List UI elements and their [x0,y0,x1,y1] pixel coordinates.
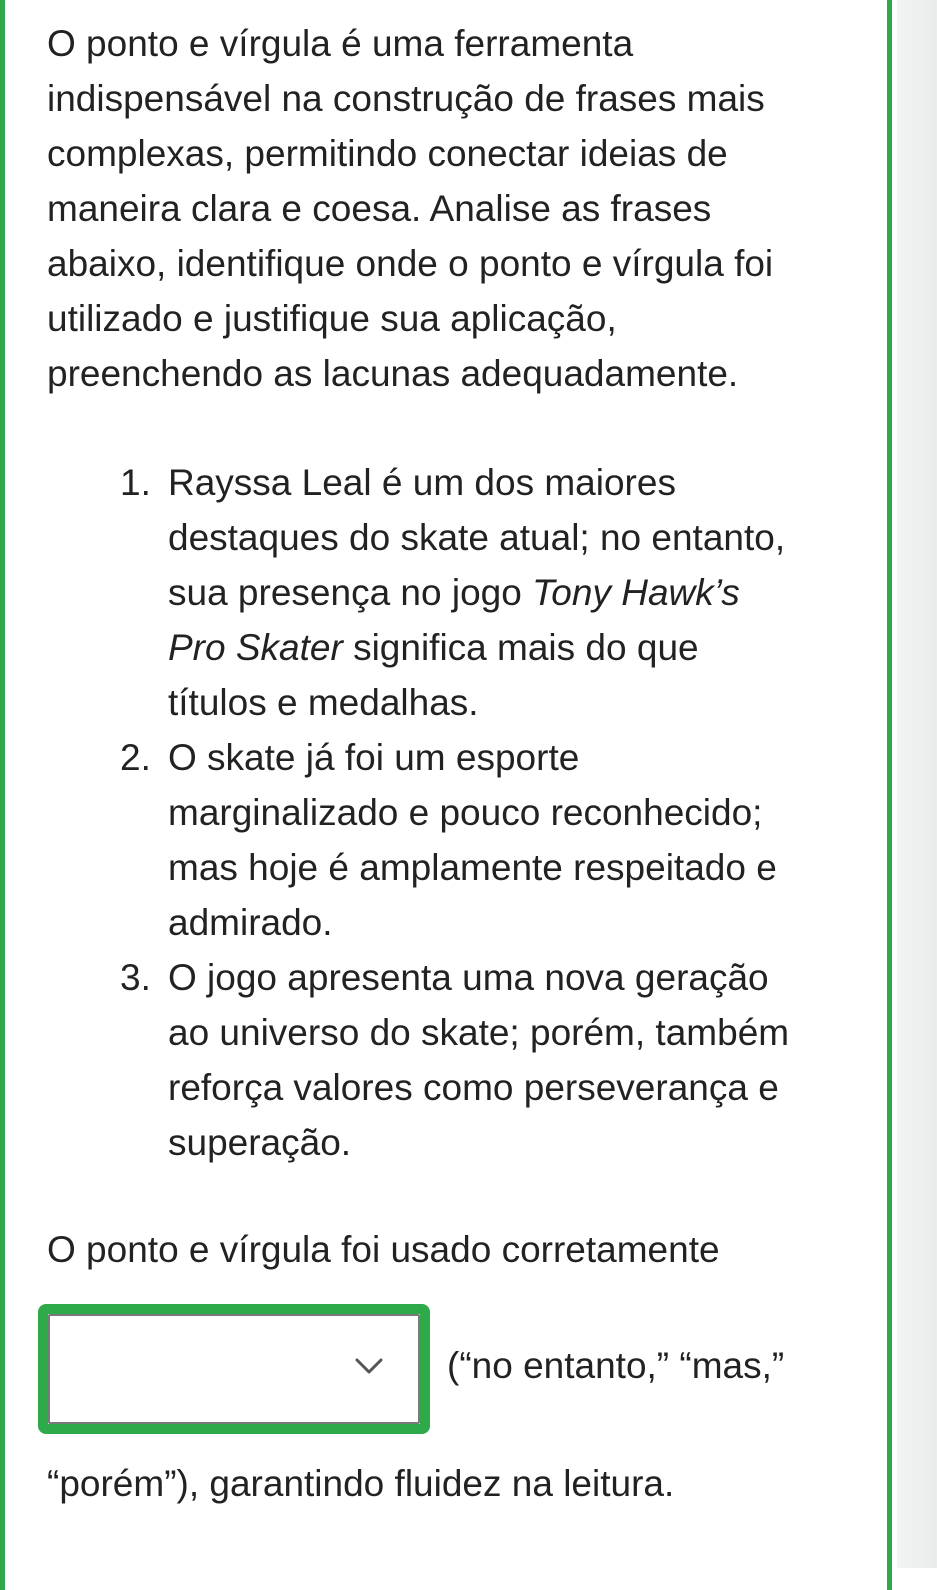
item-line: marginalizado e pouco reconhecido; [168,792,763,833]
list-item [120,455,840,730]
intro-line: O ponto e vírgula é uma ferramenta [47,23,634,64]
item-line: sua presença no jogo [168,572,533,613]
game-title: Tony Hawk’s [532,572,740,613]
intro-line: maneira clara e coesa. Analise as frases [47,188,712,229]
list-item [120,950,840,1170]
item-line: O jogo apresenta uma nova geração [168,957,769,998]
item-line: destaques do skate atual; no entanto, [168,517,786,558]
item-line: superação. [168,1122,352,1163]
list-item [120,730,840,950]
intro-paragraph [47,16,847,401]
answer-closing: “porém”), garantindo fluidez na leitura. [47,1463,675,1504]
answer-dropdown[interactable] [38,1304,430,1434]
game-title: Pro Skater [168,627,343,668]
chevron-down-icon[interactable] [354,1356,384,1376]
item-line: O skate já foi um esporte [168,737,580,778]
item-line: admirado. [168,902,333,943]
intro-line: utilizado e justifique sua aplicação, [47,298,617,339]
answer-continuation: (“no entanto,” “mas,” [447,1345,785,1386]
item-number: 2. [120,737,151,778]
item-line: títulos e medalhas. [168,682,479,723]
intro-line: preenchendo as lacunas adequadamente. [47,353,739,394]
intro-line: indispensável na construção de frases mais [47,78,765,119]
item-line: Rayssa Leal é um dos maiores [168,462,676,503]
item-line: significa mais do que [342,627,699,668]
intro-line: complexas, permitindo conectar ideias de [47,133,728,174]
item-number: 3. [120,957,151,998]
right-shade [897,0,937,1568]
item-line: reforça valores como perseverança e [168,1067,779,1108]
item-line: mas hoje é amplamente respeitado e [168,847,777,888]
exercise-list [120,455,840,1170]
item-number: 1. [120,462,151,503]
answer-lead-text: O ponto e vírgula foi usado corretamente [47,1229,720,1270]
item-line: ao universo do skate; porém, também [168,1012,790,1053]
dropdown-field[interactable] [48,1314,420,1424]
intro-line: abaixo, identifique onde o ponto e vírgula foi [47,243,774,284]
